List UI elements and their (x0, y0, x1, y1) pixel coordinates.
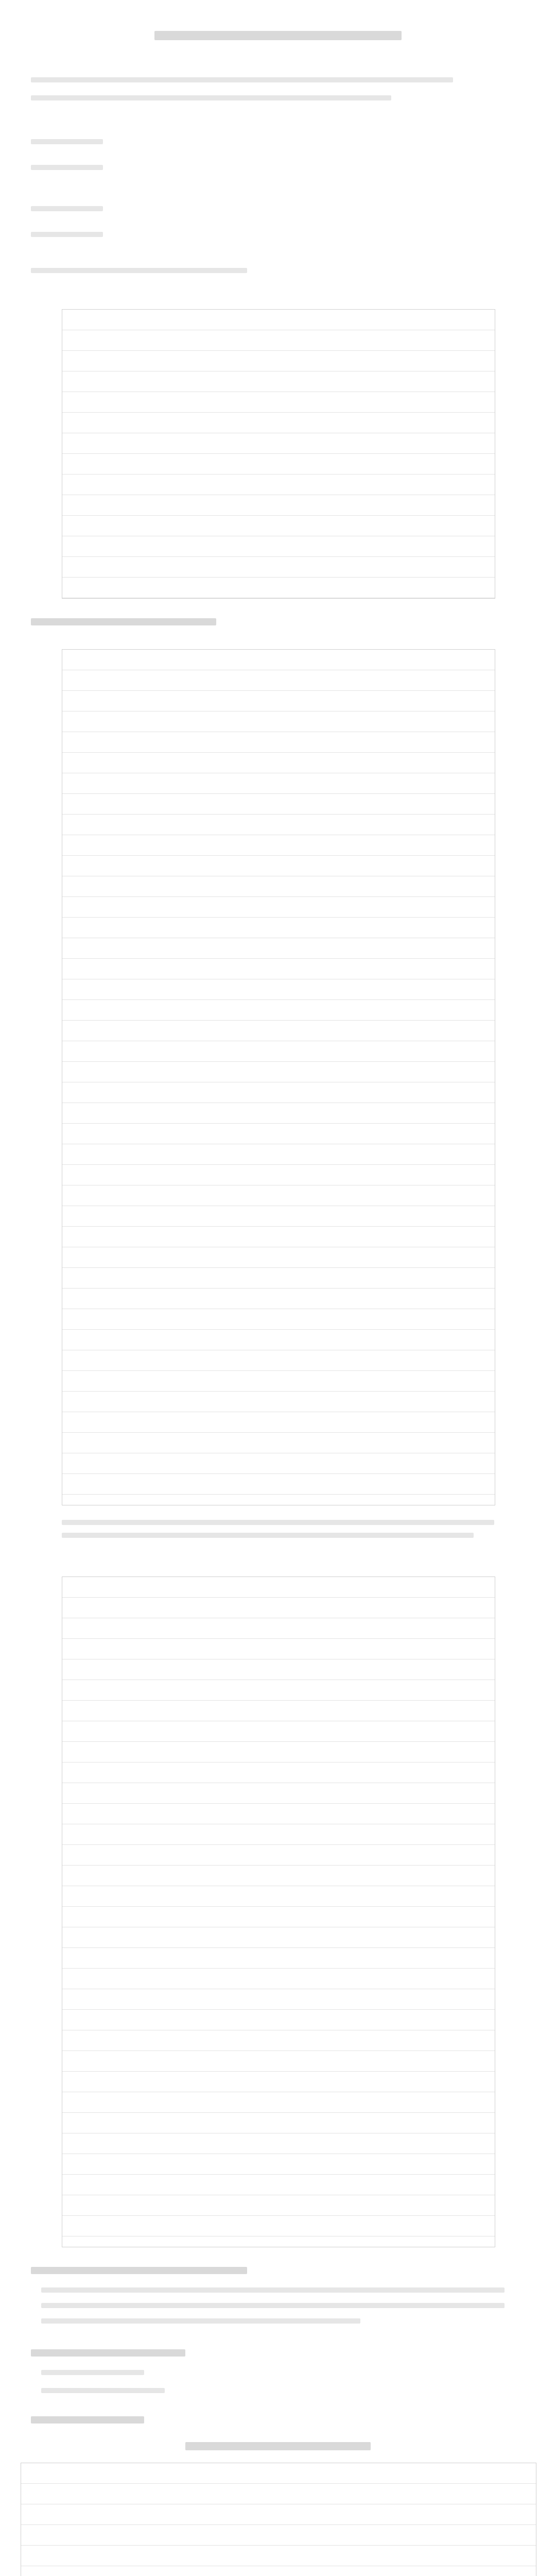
paragraph-line (41, 2388, 165, 2393)
paragraph-line (41, 2303, 505, 2308)
appendix-heading (185, 2442, 371, 2450)
paragraph-line (41, 2370, 144, 2375)
footnote-line (62, 1533, 474, 1538)
section-heading (31, 2349, 185, 2357)
enterprise-info-table (62, 649, 495, 1505)
section-heading (31, 618, 216, 625)
header-line (31, 268, 247, 273)
header-line (31, 232, 103, 237)
header-line (31, 95, 391, 100)
paragraph-line (41, 2318, 360, 2324)
header-line (31, 77, 453, 82)
footnote-line (62, 1520, 494, 1525)
section-heading (31, 2267, 247, 2274)
title-placeholder (154, 31, 402, 40)
section-heading (31, 2416, 144, 2424)
scenario-info-table (62, 1577, 495, 2247)
checklist-table (62, 309, 495, 599)
appendix-table-1 (21, 2463, 536, 2576)
paragraph-line (41, 2287, 505, 2293)
header-line (31, 139, 103, 144)
header-line (31, 165, 103, 170)
header-line (31, 206, 103, 211)
